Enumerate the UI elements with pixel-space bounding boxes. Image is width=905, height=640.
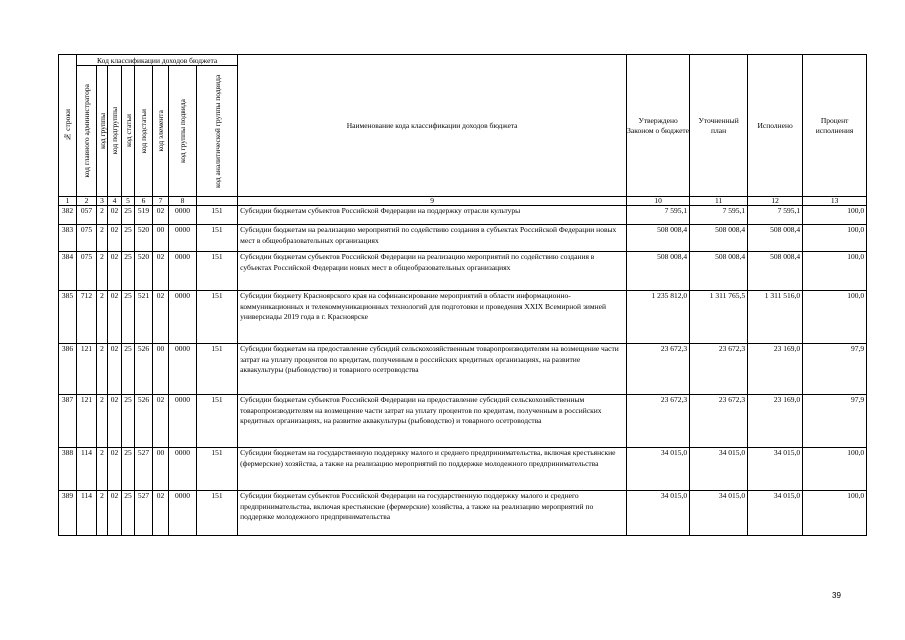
analytic-group-code: 151 [197, 491, 238, 536]
table-row [59, 344, 867, 395]
admin-code: 712 [77, 291, 97, 344]
subarticle-code: 526 [135, 395, 153, 448]
header-name: Наименование кода классификации доходов бюджета [238, 55, 627, 197]
col-number: 1 [59, 197, 77, 206]
approved-amount: 508 008,4 [627, 252, 690, 291]
approved-amount: 23 672,3 [627, 344, 690, 395]
header-row-no: № строки [59, 55, 77, 197]
article-code: 25 [122, 344, 135, 395]
admin-code: 121 [77, 344, 97, 395]
row-number: 385 [59, 291, 77, 344]
header-group: код группы [97, 66, 108, 197]
subgroup-code: 02 [108, 225, 122, 252]
executed-amount: 23 169,0 [748, 395, 803, 448]
revenue-name: Субсидии бюджетам субъектов Российской Федерации на предоставление субсидий сельскохозяйственным товаропроизводителям на возмещение части затрат на уплату процентов по кредитам, полученным в российских кредитных организациях, на развитие аквакультуры (рыбоводство) и товарного осетроводства [238, 395, 627, 448]
refined-amount: 7 595,1 [690, 206, 748, 225]
analytic-group-code: 151 [197, 291, 238, 344]
subtype-group-code: 0000 [169, 491, 197, 536]
executed-amount: 1 311 516,0 [748, 291, 803, 344]
budget-revenue-table [58, 54, 867, 536]
header-element: код элемента [153, 66, 169, 197]
group-code: 2 [97, 448, 108, 491]
col-number: 5 [122, 197, 135, 206]
subgroup-code: 02 [108, 206, 122, 225]
revenue-name: Субсидии бюджету Красноярского края на софинансирование мероприятий в области информационно-коммуникационных и телекоммуникационных технологий для подготовки и проведения XXIX Всемирной зимней универсиады 2019 года в г. Красноярске [238, 291, 627, 344]
header-analytic-group: код аналитической группы подвида [197, 66, 238, 197]
execution-percent: 100,0 [803, 491, 867, 536]
header-subarticle: код подстатьи [135, 66, 153, 197]
header-admin: код главного администратора [77, 66, 97, 197]
revenue-name: Субсидии бюджетам субъектов Российской Федерации на реализацию мероприятий по содействию создания в субъектах Российской Федерации новых мест в общеобразовательных организациях [238, 252, 627, 291]
subtype-group-code: 0000 [169, 448, 197, 491]
subgroup-code: 02 [108, 291, 122, 344]
article-code: 25 [122, 291, 135, 344]
group-code: 2 [97, 344, 108, 395]
col-number: 12 [748, 197, 803, 206]
approved-amount: 34 015,0 [627, 448, 690, 491]
approved-amount: 7 595,1 [627, 206, 690, 225]
refined-amount: 1 311 765,5 [690, 291, 748, 344]
subgroup-code: 02 [108, 252, 122, 291]
execution-percent: 100,0 [803, 206, 867, 225]
executed-amount: 7 595,1 [748, 206, 803, 225]
subgroup-code: 02 [108, 395, 122, 448]
subarticle-code: 519 [135, 206, 153, 225]
element-code: 02 [153, 491, 169, 536]
header-executed: Исполнено [748, 55, 803, 197]
subtype-group-code: 0000 [169, 344, 197, 395]
col-number: 8 [169, 197, 197, 206]
group-code: 2 [97, 225, 108, 252]
revenue-name: Субсидии бюджетам субъектов Российской Федерации на поддержку отрасли культуры [238, 206, 627, 225]
header-article: код статьи [122, 66, 135, 197]
approved-amount: 1 235 812,0 [627, 291, 690, 344]
refined-amount: 508 008,4 [690, 252, 748, 291]
subarticle-code: 520 [135, 252, 153, 291]
admin-code: 114 [77, 448, 97, 491]
subgroup-code: 02 [108, 448, 122, 491]
row-number: 383 [59, 225, 77, 252]
executed-amount: 34 015,0 [748, 448, 803, 491]
article-code: 25 [122, 206, 135, 225]
element-code: 00 [153, 225, 169, 252]
refined-amount: 23 672,3 [690, 344, 748, 395]
subarticle-code: 527 [135, 448, 153, 491]
revenue-name: Субсидии бюджетам субъектов Российской Федерации на государственную поддержку малого и среднего предпринимательства, включая крестьянские (фермерские) хозяйства, а также на реализацию мероприятий по поддержке молодежного предпринимательства [238, 491, 627, 536]
header-subtype-group: код группы подвида [169, 66, 197, 197]
element-code: 02 [153, 395, 169, 448]
subtype-group-code: 0000 [169, 252, 197, 291]
subgroup-code: 02 [108, 344, 122, 395]
group-code: 2 [97, 395, 108, 448]
header-refined: Уточненный план [690, 55, 748, 197]
analytic-group-code: 151 [197, 252, 238, 291]
header-subgroup: код подгруппы [108, 66, 122, 197]
table-row [59, 491, 867, 536]
article-code: 25 [122, 395, 135, 448]
row-number: 388 [59, 448, 77, 491]
analytic-group-code: 151 [197, 448, 238, 491]
col-number: 3 [97, 197, 108, 206]
analytic-group-code: 151 [197, 225, 238, 252]
subtype-group-code: 0000 [169, 225, 197, 252]
admin-code: 057 [77, 206, 97, 225]
subtype-group-code: 0000 [169, 395, 197, 448]
header-approved: Утверждено Законом о бюджете [627, 55, 690, 197]
col-number: 2 [77, 197, 97, 206]
approved-amount: 508 008,4 [627, 225, 690, 252]
execution-percent: 100,0 [803, 252, 867, 291]
row-number: 386 [59, 344, 77, 395]
article-code: 25 [122, 491, 135, 536]
admin-code: 121 [77, 395, 97, 448]
table-row [59, 206, 867, 225]
group-code: 2 [97, 252, 108, 291]
group-code: 2 [97, 291, 108, 344]
table-row [59, 225, 867, 252]
table-row [59, 448, 867, 491]
article-code: 25 [122, 252, 135, 291]
row-number: 382 [59, 206, 77, 225]
subtype-group-code: 0000 [169, 206, 197, 225]
execution-percent: 97,9 [803, 344, 867, 395]
execution-percent: 100,0 [803, 448, 867, 491]
subarticle-code: 526 [135, 344, 153, 395]
subtype-group-code: 0000 [169, 291, 197, 344]
row-number: 387 [59, 395, 77, 448]
approved-amount: 34 015,0 [627, 491, 690, 536]
revenue-name: Субсидии бюджетам на государственную поддержку малого и среднего предпринимательства, включая крестьянские (фермерские) хозяйства, а также на реализацию мероприятий по поддержке молодежного предпринимательства [238, 448, 627, 491]
col-number [197, 197, 238, 206]
executed-amount: 23 169,0 [748, 344, 803, 395]
analytic-group-code: 151 [197, 344, 238, 395]
subarticle-code: 527 [135, 491, 153, 536]
execution-percent: 100,0 [803, 225, 867, 252]
executed-amount: 34 015,0 [748, 491, 803, 536]
executed-amount: 508 008,4 [748, 252, 803, 291]
analytic-group-code: 151 [197, 395, 238, 448]
col-number: 11 [690, 197, 748, 206]
refined-amount: 23 672,3 [690, 395, 748, 448]
article-code: 25 [122, 225, 135, 252]
element-code: 02 [153, 252, 169, 291]
page-number: 39 [832, 591, 841, 600]
col-number: 13 [803, 197, 867, 206]
execution-percent: 100,0 [803, 291, 867, 344]
group-code: 2 [97, 491, 108, 536]
refined-amount: 508 008,4 [690, 225, 748, 252]
col-number: 9 [238, 197, 627, 206]
admin-code: 075 [77, 252, 97, 291]
col-number: 4 [108, 197, 122, 206]
row-number: 384 [59, 252, 77, 291]
header-classification: Код классификации доходов бюджета [77, 55, 238, 66]
subgroup-code: 02 [108, 491, 122, 536]
element-code: 00 [153, 448, 169, 491]
execution-percent: 97,9 [803, 395, 867, 448]
refined-amount: 34 015,0 [690, 491, 748, 536]
admin-code: 114 [77, 491, 97, 536]
col-number: 10 [627, 197, 690, 206]
analytic-group-code: 151 [197, 206, 238, 225]
revenue-name: Субсидии бюджетам на реализацию мероприятий по содействию создания в субъектах Российской Федерации новых мест в общеобразовательных организациях [238, 225, 627, 252]
group-code: 2 [97, 206, 108, 225]
subarticle-code: 521 [135, 291, 153, 344]
col-number: 6 [135, 197, 153, 206]
admin-code: 075 [77, 225, 97, 252]
approved-amount: 23 672,3 [627, 395, 690, 448]
refined-amount: 34 015,0 [690, 448, 748, 491]
header-percent: Процент исполнения [803, 55, 867, 197]
table-row [59, 252, 867, 291]
col-number: 7 [153, 197, 169, 206]
revenue-name: Субсидии бюджетам на предоставление субсидий сельскохозяйственным товаропроизводителям на возмещение части затрат на уплату процентов по кредитам, полученным в российских кредитных организациях, на развитие аквакультуры (рыбоводство) и товарного осетроводства [238, 344, 627, 395]
executed-amount: 508 008,4 [748, 225, 803, 252]
subarticle-code: 520 [135, 225, 153, 252]
article-code: 25 [122, 448, 135, 491]
row-number: 389 [59, 491, 77, 536]
table-row [59, 291, 867, 344]
element-code: 02 [153, 291, 169, 344]
table-row [59, 395, 867, 448]
element-code: 00 [153, 344, 169, 395]
element-code: 02 [153, 206, 169, 225]
